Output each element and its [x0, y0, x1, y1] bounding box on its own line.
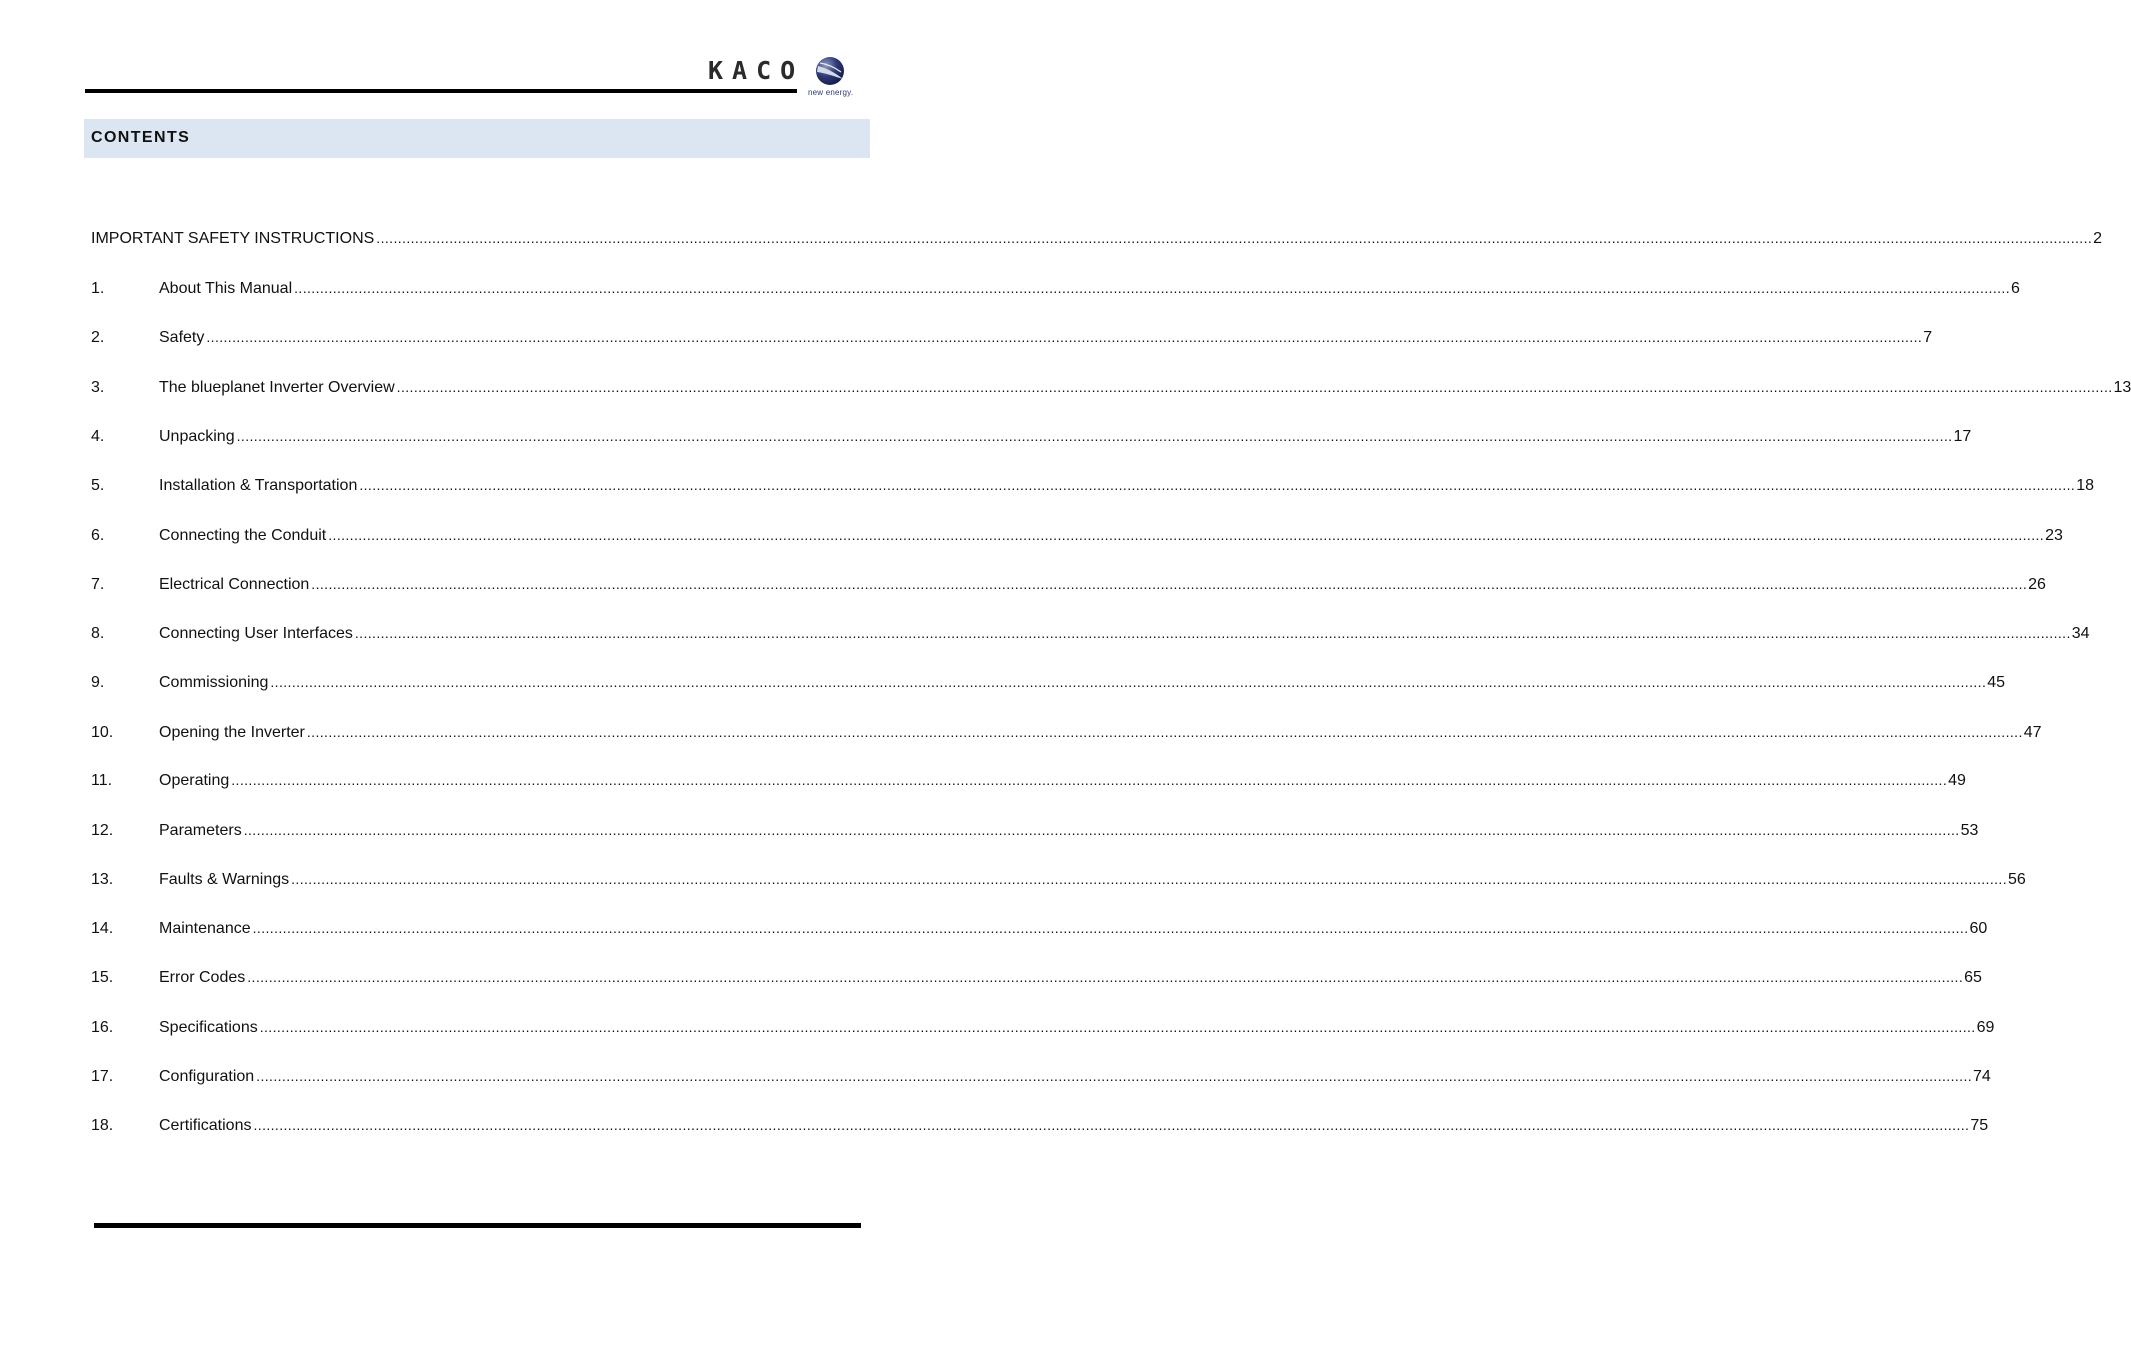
- toc-dot-leader: ................................................................................................................................................................................................................................................................................................................................................................................................................: [376, 230, 2093, 246]
- toc-entry-number: 6.: [91, 527, 105, 544]
- toc-entry-page: 6: [2010, 280, 2020, 297]
- toc-entry[interactable]: [91, 916, 1988, 940]
- toc-entry-number: 15.: [91, 969, 114, 986]
- kaco-globe-icon: [814, 55, 846, 87]
- toc-entry[interactable]: [91, 276, 2020, 300]
- toc-entry-title: Opening the Inverter: [159, 724, 305, 741]
- toc-entry-page: 23: [2045, 527, 2063, 544]
- toc-dot-leader: ................................................................................................................................................................................................................................................................................................................................................................................................................: [311, 576, 2028, 592]
- toc-entry-number: 3.: [91, 379, 105, 396]
- toc-entry-number: 2.: [91, 329, 105, 346]
- header-rule: [85, 89, 797, 93]
- toc-dot-leader: ................................................................................................................................................................................................................................................................................................................................................................................................................: [396, 379, 2113, 395]
- toc-dot-leader: ................................................................................................................................................................................................................................................................................................................................................................................................................: [231, 772, 1948, 788]
- toc-entry-number: 7.: [91, 576, 105, 593]
- contents-banner: [84, 119, 870, 158]
- toc-entry-number: 12.: [91, 822, 114, 839]
- toc-entry-title: Connecting User Interfaces: [159, 625, 353, 642]
- toc-entry-number: 14.: [91, 920, 114, 937]
- toc-entry-page: 34: [2071, 625, 2090, 642]
- toc-entry-page: 49: [1948, 772, 1966, 789]
- toc-dot-leader: ................................................................................................................................................................................................................................................................................................................................................................................................................: [206, 329, 1923, 345]
- toc-entry-title: Unpacking: [159, 428, 235, 445]
- toc-entry[interactable]: [91, 523, 2063, 547]
- toc-entry-number: 5.: [91, 477, 105, 494]
- toc-entry-title: The blueplanet Inverter Overview: [159, 379, 395, 396]
- toc-entry-number: 1.: [91, 280, 105, 297]
- footer-rule: [94, 1223, 861, 1228]
- toc-entry-title: Error Codes: [159, 969, 246, 986]
- toc-entry-number: 13.: [91, 871, 114, 888]
- toc-dot-leader: ................................................................................................................................................................................................................................................................................................................................................................................................................: [256, 1068, 1973, 1084]
- toc-dot-leader: ................................................................................................................................................................................................................................................................................................................................................................................................................: [354, 625, 2071, 641]
- toc-entry-title: Parameters: [159, 822, 242, 839]
- toc-entry-title: Installation & Transportation: [159, 477, 358, 494]
- toc-entry-page: 74: [1973, 1068, 1991, 1085]
- toc-entry-number: 17.: [91, 1068, 114, 1085]
- toc-entry[interactable]: [91, 965, 1982, 989]
- toc-entry-number: 10.: [91, 724, 114, 741]
- toc-entry-page: 65: [1964, 969, 1982, 986]
- toc-dot-leader: ................................................................................................................................................................................................................................................................................................................................................................................................................: [247, 969, 1964, 985]
- toc-entry-page: 56: [2007, 871, 2026, 888]
- toc-entry-title: Configuration: [159, 1068, 255, 1085]
- toc-dot-leader: ................................................................................................................................................................................................................................................................................................................................................................................................................: [236, 428, 1953, 444]
- toc-entry[interactable]: [91, 325, 1933, 349]
- toc-entry-page: 47: [2023, 724, 2042, 741]
- toc-dot-leader: ................................................................................................................................................................................................................................................................................................................................................................................................................: [328, 527, 2045, 543]
- toc-entry-title: Faults & Warnings: [159, 871, 290, 888]
- toc-entry-number: 8.: [91, 625, 105, 642]
- toc-dot-leader: ................................................................................................................................................................................................................................................................................................................................................................................................................: [252, 920, 1969, 936]
- toc-entry-title: IMPORTANT SAFETY INSTRUCTIONS: [91, 230, 375, 247]
- toc-entry-number: 9.: [91, 674, 105, 691]
- logo-wordmark: KACO: [708, 56, 805, 85]
- toc-entry-title: Maintenance: [159, 920, 251, 937]
- toc-dot-leader: ................................................................................................................................................................................................................................................................................................................................................................................................................: [291, 871, 2007, 887]
- toc-entry[interactable]: [91, 1015, 1995, 1039]
- toc-entry-title: Specifications: [159, 1019, 258, 1036]
- page-header: [0, 0, 954, 110]
- toc-entry-page: 18: [2076, 477, 2094, 494]
- toc-entry-number: 4.: [91, 428, 105, 445]
- toc-entry-page: 60: [1969, 920, 1988, 937]
- contents-title: CONTENTS: [91, 129, 191, 146]
- toc-dot-leader: ................................................................................................................................................................................................................................................................................................................................................................................................................: [243, 822, 1960, 838]
- toc-entry[interactable]: [91, 768, 1966, 792]
- toc-entry[interactable]: [91, 1064, 1991, 1088]
- toc-entry[interactable]: [91, 621, 2090, 645]
- toc-entry-title: Commissioning: [159, 674, 269, 691]
- toc-dot-leader: ................................................................................................................................................................................................................................................................................................................................................................................................................: [359, 477, 2076, 493]
- toc-entry[interactable]: [91, 1113, 1989, 1137]
- toc-entry[interactable]: [91, 818, 1979, 842]
- toc-entry-title: Electrical Connection: [159, 576, 310, 593]
- toc-entry[interactable]: [91, 473, 2094, 497]
- toc-entry-page: 69: [1976, 1019, 1995, 1036]
- toc-entry-page: 75: [1970, 1117, 1989, 1134]
- toc-entry[interactable]: [91, 375, 2131, 399]
- toc-dot-leader: ................................................................................................................................................................................................................................................................................................................................................................................................................: [306, 724, 2023, 740]
- toc-entry-title: Connecting the Conduit: [159, 527, 327, 544]
- toc-dot-leader: ................................................................................................................................................................................................................................................................................................................................................................................................................: [253, 1117, 1970, 1133]
- toc-entry-number: 16.: [91, 1019, 114, 1036]
- toc-entry[interactable]: [91, 572, 2046, 596]
- toc-entry-page: 17: [1953, 428, 1972, 445]
- toc-entry[interactable]: [91, 424, 1972, 448]
- toc-entry-number: 11.: [91, 772, 113, 789]
- logo-tagline: new energy.: [808, 88, 854, 97]
- toc-entry-page: 2: [2093, 230, 2103, 247]
- toc-entry-page: 26: [2028, 576, 2046, 593]
- toc-entry-page: 7: [1923, 329, 1933, 346]
- toc-entry-page: 53: [1960, 822, 1979, 839]
- toc-entry-page: 13: [2113, 379, 2131, 396]
- toc-entry-title: About This Manual: [159, 280, 293, 297]
- toc-entry-title: Safety: [159, 329, 205, 346]
- toc-dot-leader: ................................................................................................................................................................................................................................................................................................................................................................................................................: [270, 674, 1987, 690]
- toc-dot-leader: ................................................................................................................................................................................................................................................................................................................................................................................................................: [294, 280, 2010, 296]
- toc-entry[interactable]: [91, 720, 2042, 744]
- toc-entry-title: Certifications: [159, 1117, 252, 1134]
- toc-entry[interactable]: [91, 670, 2006, 694]
- toc-entry-page: 45: [1987, 674, 2006, 691]
- kaco-logo: [706, 52, 866, 102]
- toc-entry[interactable]: [91, 867, 2026, 891]
- toc-dot-leader: ................................................................................................................................................................................................................................................................................................................................................................................................................: [259, 1019, 1976, 1035]
- toc-entry[interactable]: [91, 226, 2103, 250]
- toc-entry-title: Operating: [159, 772, 230, 789]
- toc-entry-number: 18.: [91, 1117, 114, 1134]
